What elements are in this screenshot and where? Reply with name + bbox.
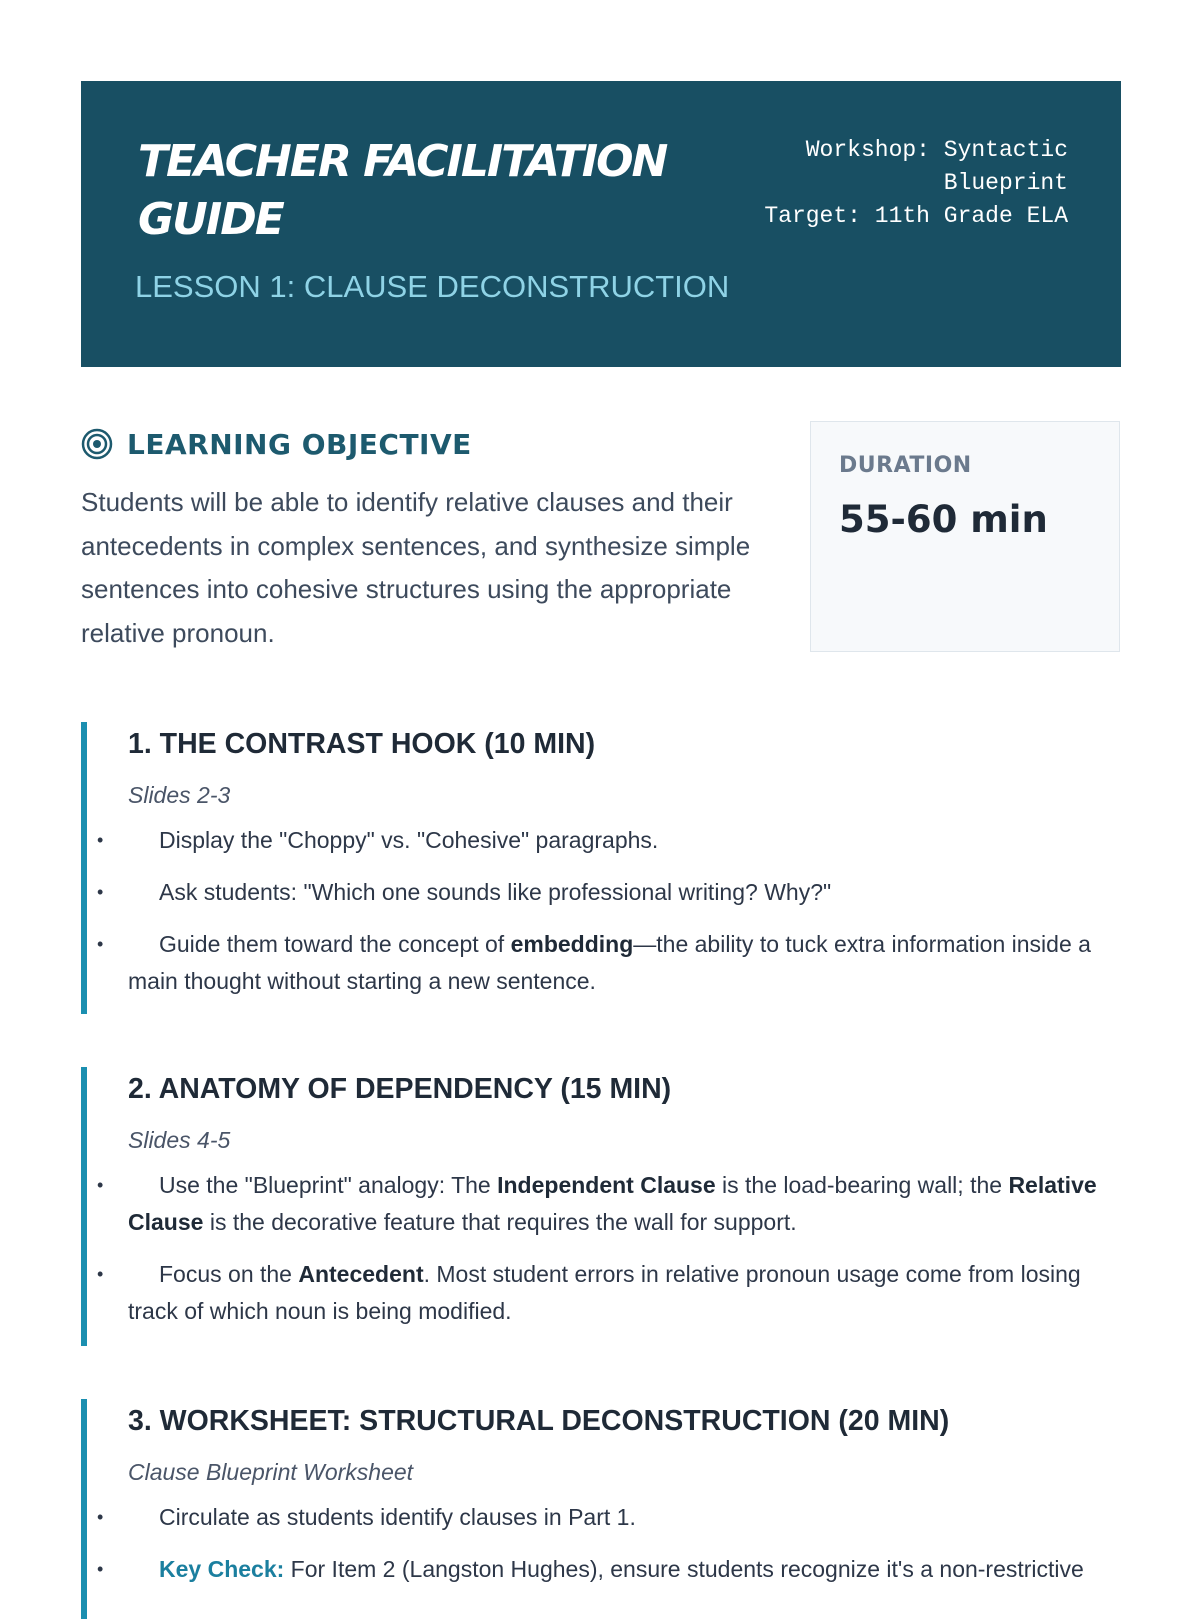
- list-item: [128, 1551, 1121, 1588]
- target-icon: [81, 428, 113, 460]
- section-contrast-hook: [81, 722, 1121, 1014]
- target-label: Target: 11th Grade ELA: [764, 203, 1068, 229]
- bullet-text: . Most student errors in relative pronoun usage come from losing track of which noun is being modified.: [128, 1261, 1081, 1324]
- bullet-text: Ask students: "Which one sounds like professional writing? Why?": [159, 879, 832, 905]
- section-title: 3. WORKSHEET: STRUCTURAL DECONSTRUCTION (20 MIN): [128, 1405, 950, 1437]
- bullet-text: Circulate as students identify clauses in Part 1.: [159, 1504, 636, 1530]
- banner-meta: [728, 134, 1068, 233]
- bullet-emphasis: embedding: [510, 931, 634, 957]
- bullet-text: Guide them toward the concept of: [159, 931, 511, 957]
- bullet-text: —the ability to tuck extra information inside a main thought without starting a new sentence.: [128, 931, 1091, 994]
- list-item: [128, 1499, 1121, 1536]
- section-slides: Slides 2-3: [128, 782, 231, 808]
- bullet-list: [128, 822, 1121, 1000]
- page-title: TEACHER FACILITATION GUIDE: [138, 136, 667, 245]
- bullet-text: is the load-bearing wall; the: [715, 1172, 1009, 1198]
- section-anatomy-of-dependency: [81, 1067, 1121, 1346]
- list-item: [128, 1167, 1121, 1241]
- duration-value: 55-60 min: [839, 498, 1048, 541]
- bullet-emphasis: Antecedent: [298, 1261, 424, 1287]
- objective-text: Students will be able to identify relative clauses and their antecedents in complex sentences, and synthesize simple sentences into cohesive structures using the appropriate relative pronoun.: [81, 487, 751, 648]
- workshop-label: Workshop: Syntactic Blueprint: [805, 137, 1068, 196]
- section-worksheet: [81, 1399, 1121, 1619]
- duration-label: DURATION: [839, 453, 972, 478]
- section-worksheet-name: Clause Blueprint Worksheet: [128, 1459, 414, 1485]
- bullet-text: is the decorative feature that requires the wall for support.: [203, 1209, 797, 1235]
- duration-card: [810, 421, 1120, 652]
- bullet-text: Use the "Blueprint" analogy: The: [159, 1172, 498, 1198]
- bullet-text: Focus on the: [159, 1261, 299, 1287]
- section-title: 1. THE CONTRAST HOOK (10 MIN): [128, 728, 596, 760]
- lesson-subtitle: LESSON 1: CLAUSE DECONSTRUCTION: [135, 269, 730, 304]
- bullet-list: [128, 1167, 1121, 1330]
- bullet-emphasis: Relative Clause: [128, 1172, 1097, 1235]
- objective-heading: [81, 424, 472, 464]
- bullet-emphasis: Independent Clause: [497, 1172, 716, 1198]
- list-item: [128, 874, 1121, 911]
- objective-label: LEARNING OBJECTIVE: [127, 427, 472, 461]
- header-banner: [81, 81, 1121, 367]
- list-item: [128, 1256, 1121, 1330]
- bullet-text: For Item 2 (Langston Hughes), ensure students recognize it's a non-restrictive: [284, 1556, 1084, 1582]
- list-item: [128, 822, 1121, 859]
- key-check-label: Key Check:: [159, 1556, 285, 1582]
- section-slides: Slides 4-5: [128, 1127, 231, 1153]
- list-item: [128, 926, 1121, 1000]
- bullet-text: Display the "Choppy" vs. "Cohesive" paragraphs.: [159, 827, 659, 853]
- section-title: 2. ANATOMY OF DEPENDENCY (15 MIN): [128, 1073, 672, 1105]
- bullet-list: [128, 1499, 1121, 1588]
